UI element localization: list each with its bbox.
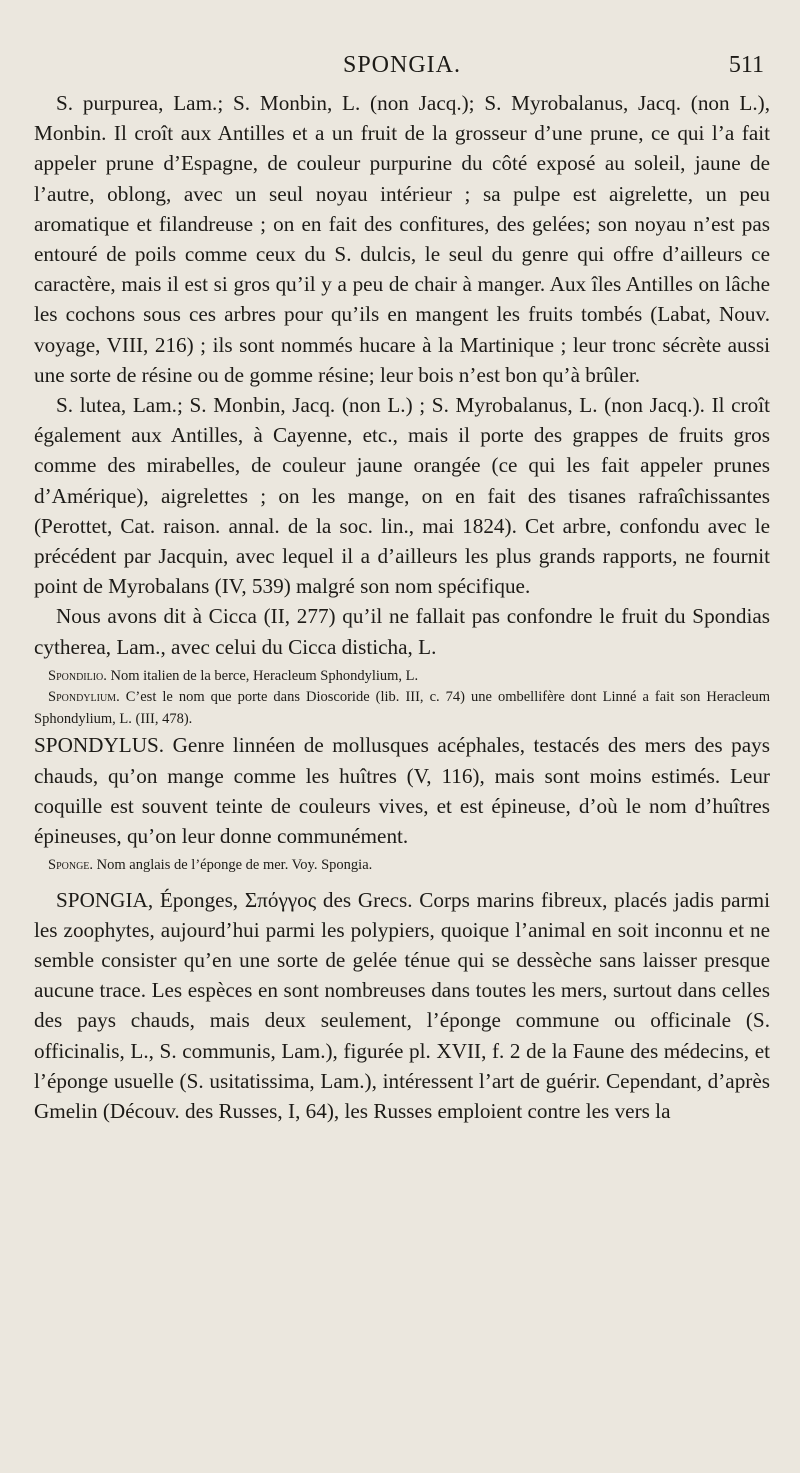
footnote-head: Spondylium. [48, 689, 120, 706]
footnote-text: Nom anglais de l’éponge de mer. Voy. Spongia. [96, 857, 373, 874]
entry-cicca-note: Nous avons dit à Cicca (II, 277) qu’il ne fallait pas confondre le fruit du Spondias cytherea, Lam., avec celui du Cicca disticha, L. [34, 604, 770, 659]
footnotes-sponge [34, 855, 770, 877]
footnote-text: C’est le nom que porte dans Dioscoride (lib. III, c. 74) une ombellifère dont Linné a fait son Heracleum Sphondylium, L. (III, 478). [34, 689, 771, 727]
entry-spongia: SPONGIA, Éponges, Σπόγγος des Grecs. Corps marins fibreux, placés jadis parmi les zoophytes, aujourd’hui parmi les polypiers, quoique l’animal en soit inconnu et ne semble consister qu’en une sorte de gelée ténue qui se dessèche sans laisser presque aucune trace. Les espèces en sont nombreuses dans toutes les mers, surtout dans celles des pays chauds, mais deux seulement, l’éponge commune ou officinale (S. officinalis, L., S. communis, Lam.), figurée pl. XVII, f. 2 de la Faune des médecins, et l’éponge usuelle (S. usitatissima, Lam.), intéressent l’art de guérir. Cependant, d’après Gmelin (Découv. des Russes, I, 64), les Russes emploient contre les vers la [34, 887, 770, 1124]
footnote-text: Nom italien de la berce, Heracleum Sphondylium, L. [110, 667, 419, 684]
entry-spondylus: SPONDYLUS. Genre linnéen de mollusques acéphales, testacés des mers des pays chauds, qu’on mange comme les huîtres (V, 116), mais sont moins estimés. Leur coquille est souvent teinte de couleurs vives, et est épineuse, d’où le nom d’huîtres épineuses, qu’on leur donne communément. [34, 733, 770, 848]
footnote-spondilio [34, 666, 770, 688]
entry-spondias-lutea: S. lutea, Lam.; S. Monbin, Jacq. (non L.) ; S. Myrobalanus, L. (non Jacq.). Il croît également aux Antilles, à Cayenne, etc., mais il porte des grappes de fruits gros comme des mirabelles, de couleur jaune orangée (ce qui les fait appeler prunes d’Amérique), aigrelettes ; on les mange, on en fait des tisanes rafraîchissantes (Perottet, Cat. raison. annal. de la soc. lin., mai 1824). Cet arbre, confondu avec le précédent par Jacquin, avec lequel il a d’ailleurs les plus grands rapports, ne fournit point de Myrobalans (IV, 539) malgré son nom spécifique. [34, 393, 770, 599]
footnote-head: Spondilio. [48, 667, 107, 684]
entry-spondias-purpurea: S. purpurea, Lam.; S. Monbin, L. (non Jacq.); S. Myrobalanus, Jacq. (non L.), Monbin. Il croît aux Antilles et a un fruit de la grosseur d’une prune, ce qui l’a fait appeler prune d’Espagne, de couleur purpurine du côté exposé au soleil, jaune de l’autre, oblong, avec un seul noyau intérieur ; sa pulpe est aigrelette, un peu aromatique et filandreuse ; on en fait des confitures, des gelées; son noyau n’est pas entouré de poils comme ceux du S. dulcis, le seul du genre qui offre d’ailleurs ce caractère, mais il est si gros qu’il y a peu de chair à manger. Aux îles Antilles on lâche les cochons sous ces arbres pour qu’ils en mangent les fruits tombés (Labat, Nouv. voyage, VIII, 216) ; ils sont nommés hucare à la Martinique ; leur tronc sécrète aussi une sorte de résine ou de gomme résine; leur bois n’est bon qu’à brûler. [34, 91, 770, 387]
footnote-spondylium [34, 687, 770, 730]
page-header [34, 50, 770, 88]
footnote-sponge [34, 855, 770, 877]
spacer [34, 877, 770, 885]
footnote-head: Sponge. [48, 857, 94, 874]
footnotes-spondilio [34, 666, 770, 731]
page-number: 511 [728, 52, 764, 78]
running-title: SPONGIA. [342, 52, 461, 78]
